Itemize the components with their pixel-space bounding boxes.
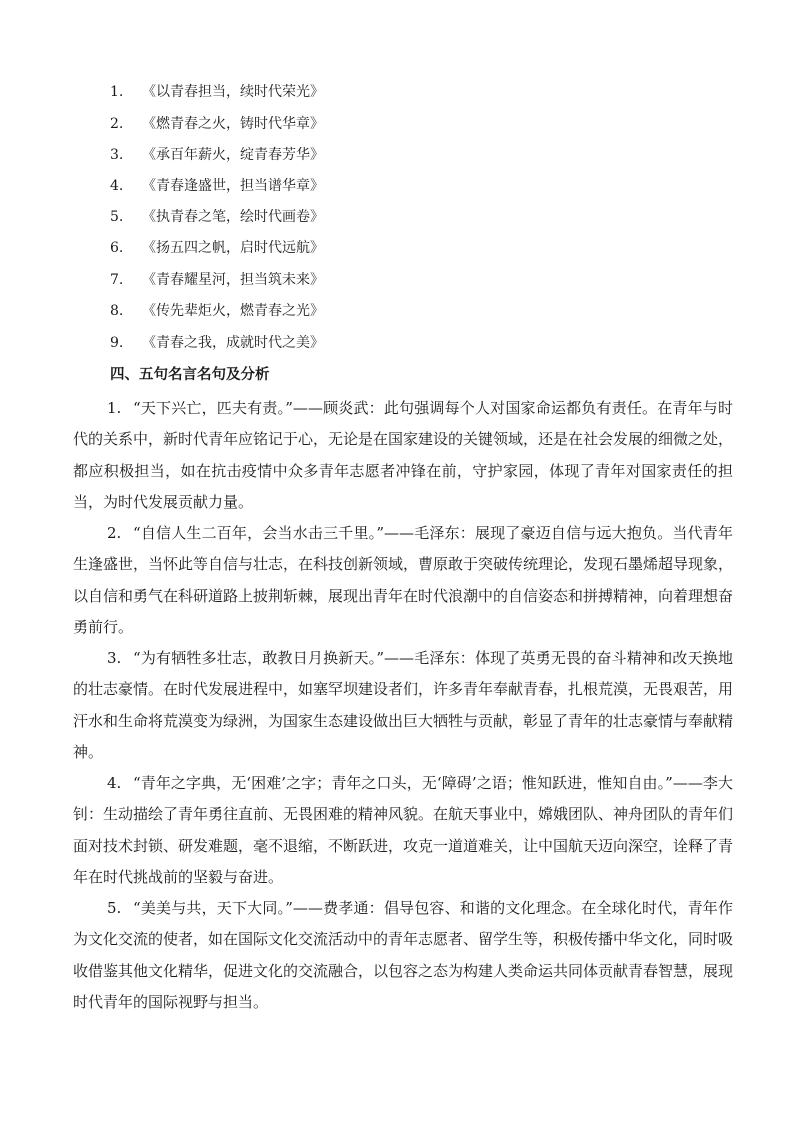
list-text: 《执青春之笔，绘时代画卷》 xyxy=(142,209,324,225)
list-number: 7. xyxy=(110,272,124,288)
title-list-item xyxy=(110,333,324,353)
quote-paragraph xyxy=(73,893,733,1019)
quote-number: 2. xyxy=(107,524,122,542)
list-number: 8. xyxy=(110,303,124,319)
list-text: 《扬五四之帆，启时代远航》 xyxy=(142,240,324,256)
list-number: 6. xyxy=(110,240,124,256)
quote-paragraph xyxy=(73,393,733,519)
list-number: 2. xyxy=(110,116,124,132)
title-list-item xyxy=(110,176,324,196)
quote-number: 1. xyxy=(107,399,122,417)
quote-paragraph xyxy=(73,643,733,769)
title-list-item xyxy=(110,114,324,134)
list-text: 《燃青春之火，铸时代华章》 xyxy=(142,116,324,132)
quote-paragraph xyxy=(73,768,733,894)
title-list-item xyxy=(110,82,324,102)
list-number: 4. xyxy=(110,178,124,194)
quote-text: “自信人生二百年，会当水击三千里。”——毛泽东：展现了豪迈自信与远大抱负。当代青年生逢盛世，当怀此等自信与壮志，在科技创新领域，曹原敢于突破传统理论，发现石墨烯超导现象，以自信和勇气在科研道路上披荆斩棘，展现出青年在时代浪潮中的自信姿态和拼搏精神，向着理想奋勇前行。 xyxy=(73,524,734,637)
quote-number: 3. xyxy=(107,649,122,667)
quote-text: “天下兴亡，匹夫有责。”——顾炎武：此句强调每个人对国家命运都负有责任。在青年与时代的关系中，新时代青年应铭记于心，无论是在国家建设的关键领域，还是在社会发展的细微之处，都应积极担当，如在抗击疫情中众多青年志愿者冲锋在前，守护家园，体现了青年对国家责任的担当，为时代发展贡献力量。 xyxy=(73,399,734,512)
list-text: 《青春逢盛世，担当谱华章》 xyxy=(142,178,324,194)
list-number: 9. xyxy=(110,335,124,351)
list-number: 5. xyxy=(110,209,124,225)
list-text: 《青春之我，成就时代之美》 xyxy=(142,335,324,351)
list-text: 《以青春担当，续时代荣光》 xyxy=(142,84,324,100)
quote-text: “为有牺牲多壮志，敢教日月换新天。”——毛泽东：体现了英勇无畏的奋斗精神和改天换地的壮志豪情。在时代发展进程中，如塞罕坝建设者们，许多青年奉献青春，扎根荒漠，无畏艰苦，用汗水和生命将荒漠变为绿洲，为国家生态建设做出巨大牺牲与贡献，彰显了青年的壮志豪情与奉献精神。 xyxy=(73,649,734,762)
section-heading: 四、五句名言名句及分析 xyxy=(110,367,270,383)
title-list-item xyxy=(110,238,324,258)
list-text: 《青春耀星河，担当筑未来》 xyxy=(142,272,324,288)
quote-text: “美美与共，天下大同。”——费孝通：倡导包容、和谐的文化理念。在全球化时代，青年作为文化交流的使者，如在国际文化交流活动中的青年志愿者、留学生等，积极传播中华文化，同时吸收借鉴其他文化精华，促进文化的交流融合，以包容之态为构建人类命运共同体贡献青春智慧，展现时代青年的国际视野与担当。 xyxy=(73,899,734,1012)
list-text: 《承百年薪火，绽青春芳华》 xyxy=(142,147,324,163)
title-list-item xyxy=(110,145,324,165)
title-list-item xyxy=(110,270,324,290)
title-list-item xyxy=(110,207,324,227)
title-list-item xyxy=(110,301,324,321)
list-number: 3. xyxy=(110,147,124,163)
list-text: 《传先辈炬火，燃青春之光》 xyxy=(142,303,324,319)
list-number: 1. xyxy=(110,84,124,100)
quote-number: 5. xyxy=(107,899,122,917)
quote-paragraph xyxy=(73,518,733,644)
quote-text: “青年之字典，无‘困难’之字；青年之口头，无‘障碍’之语；惟知跃进，惟知自由。”——李大钊：生动描绘了青年勇往直前、无畏困难的精神风貌。在航天事业中，嫦娥团队、神舟团队的青年们面对技术封锁、研发难题，毫不退缩，不断跃进，攻克一道道难关，让中国航天迈向深空，诠释了青年在时代挑战前的坚毅与奋进。 xyxy=(73,774,734,887)
quote-number: 4. xyxy=(107,774,122,792)
